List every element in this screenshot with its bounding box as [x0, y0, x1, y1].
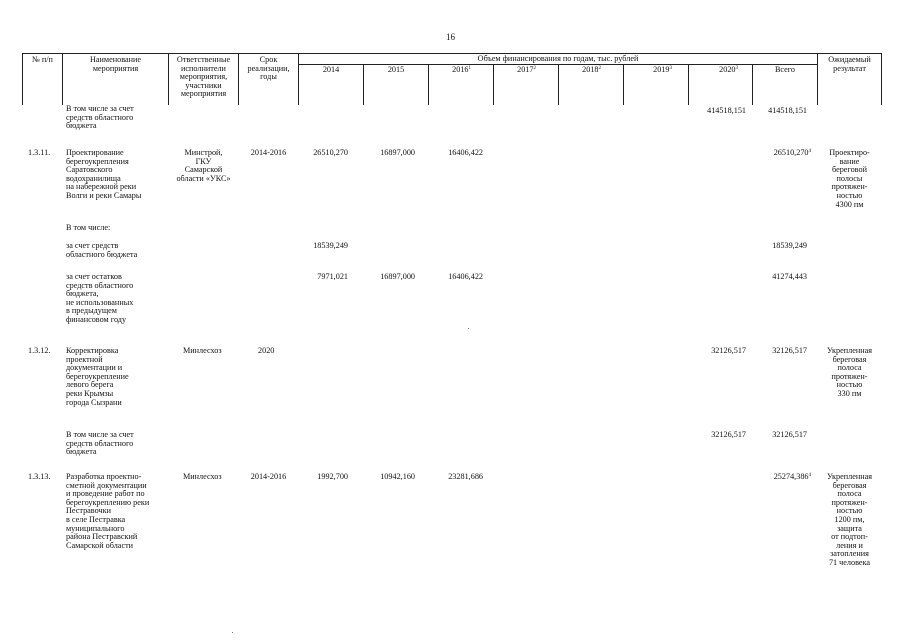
- row-4-name: за счет остатков средств областного бюджета, не использованных в предыдущем финансовом году: [66, 272, 134, 324]
- header-year-total: Всего: [774, 65, 796, 74]
- row-3-total: 18539,249: [772, 241, 807, 250]
- header-result: Ожидаемый результат: [828, 55, 871, 73]
- row-5-2020: 32126,517: [711, 346, 746, 355]
- row-0-name: В том числе за счет средств областного бюджета: [66, 104, 134, 131]
- row-4-total: 41274,443: [772, 272, 807, 281]
- row-1-2014: 26510,270: [313, 148, 348, 157]
- row-1-executors: Минстрой, ГКУ Самарской области «УКС»: [176, 148, 231, 183]
- col-border-right: [881, 53, 882, 105]
- row-1-result: Проектиро- вание береговой полосы протяжен- ностью 4300 пм: [829, 148, 870, 209]
- row-7-term: 2014-2016: [250, 472, 287, 481]
- row-0-2020: 414518,151: [707, 106, 746, 115]
- row-5-term: 2020: [258, 346, 275, 355]
- header-executors: Ответственные исполнители мероприятия, участники мероприятия: [176, 55, 231, 99]
- row-7-result: Укрепленная береговая полоса протяжен- ностью 1200 пм, защита от подтоп- ления и затопления 71 человека: [826, 472, 873, 567]
- header-year-2016: 2016$^1$: [452, 65, 471, 74]
- scan-speck: [232, 632, 233, 633]
- row-5-executors: Минлесхоз: [183, 346, 222, 355]
- row-1-total: 26510,270$^4$: [773, 148, 811, 157]
- row-1-2016: 16406,422: [448, 148, 483, 157]
- row-4-2014: 7971,021: [317, 272, 348, 281]
- header-year-2014: 2014: [322, 65, 340, 74]
- header-year-2015: 2015: [387, 65, 405, 74]
- row-1-2015: 16897,000: [380, 148, 415, 157]
- page-number: 16: [446, 32, 455, 42]
- header-year-2018: 2018$^2$: [582, 65, 601, 74]
- row-6-2020: 32126,517: [711, 430, 746, 439]
- row-7-total: 25274,386$^4$: [773, 472, 811, 481]
- row-4-2015: 16897,000: [380, 272, 415, 281]
- header-financing: Объем финансирования по годам, тыс. рублей: [477, 54, 639, 63]
- scan-speck: [468, 328, 469, 329]
- row-7-executors: Минлесхоз: [183, 472, 222, 481]
- row-2-name: В том числе:: [66, 223, 111, 232]
- row-1-term: 2014-2016: [250, 148, 287, 157]
- row-3-name: за счет средств областного бюджета: [66, 241, 138, 259]
- row-5-total: 32126,517: [772, 346, 807, 355]
- header-num: № п/п: [32, 55, 53, 64]
- row-3-2014: 18539,249: [313, 241, 348, 250]
- row-4-2016: 16406,422: [448, 272, 483, 281]
- row-7-2016: 23281,686: [448, 472, 483, 481]
- header-year-2017: 2017$^2$: [517, 65, 536, 74]
- row-5-num: 1.3.12.: [28, 346, 51, 355]
- header-year-2019: 2019$^3$: [653, 65, 672, 74]
- header-name: Наименование мероприятия: [89, 55, 141, 73]
- row-0-total: 414518,151: [768, 106, 807, 115]
- table-top-border: [22, 53, 881, 54]
- row-7-num: 1.3.13.: [28, 472, 51, 481]
- row-6-name: В том числе за счет средств областного бюджета: [66, 430, 134, 457]
- header-term: Срок реализации, годы: [247, 55, 290, 82]
- row-1-num: 1.3.11.: [28, 148, 51, 157]
- row-7-2014: 1992,700: [317, 472, 348, 481]
- header-year-2020: 2020$^3$: [719, 65, 738, 74]
- row-7-2015: 10942,160: [380, 472, 415, 481]
- row-5-result: Укрепленная береговая полоса протяжен- ностью 330 пм: [826, 346, 873, 398]
- row-1-name: Проектирование берегоукрепления Саратовского водохранилища на набережной реки Волги и реки Самары: [66, 148, 142, 200]
- row-7-name: Разработка проектно- сметной документации и проведение работ по берегоукреплению реки Пестравочки в селе Пестравка муниципального района Пестравский Самарской области: [66, 472, 150, 550]
- row-6-total: 32126,517: [772, 430, 807, 439]
- row-5-name: Корректировка проектной документации и берегоукрепление левого берега реки Крымзы города Сызрани: [66, 346, 129, 407]
